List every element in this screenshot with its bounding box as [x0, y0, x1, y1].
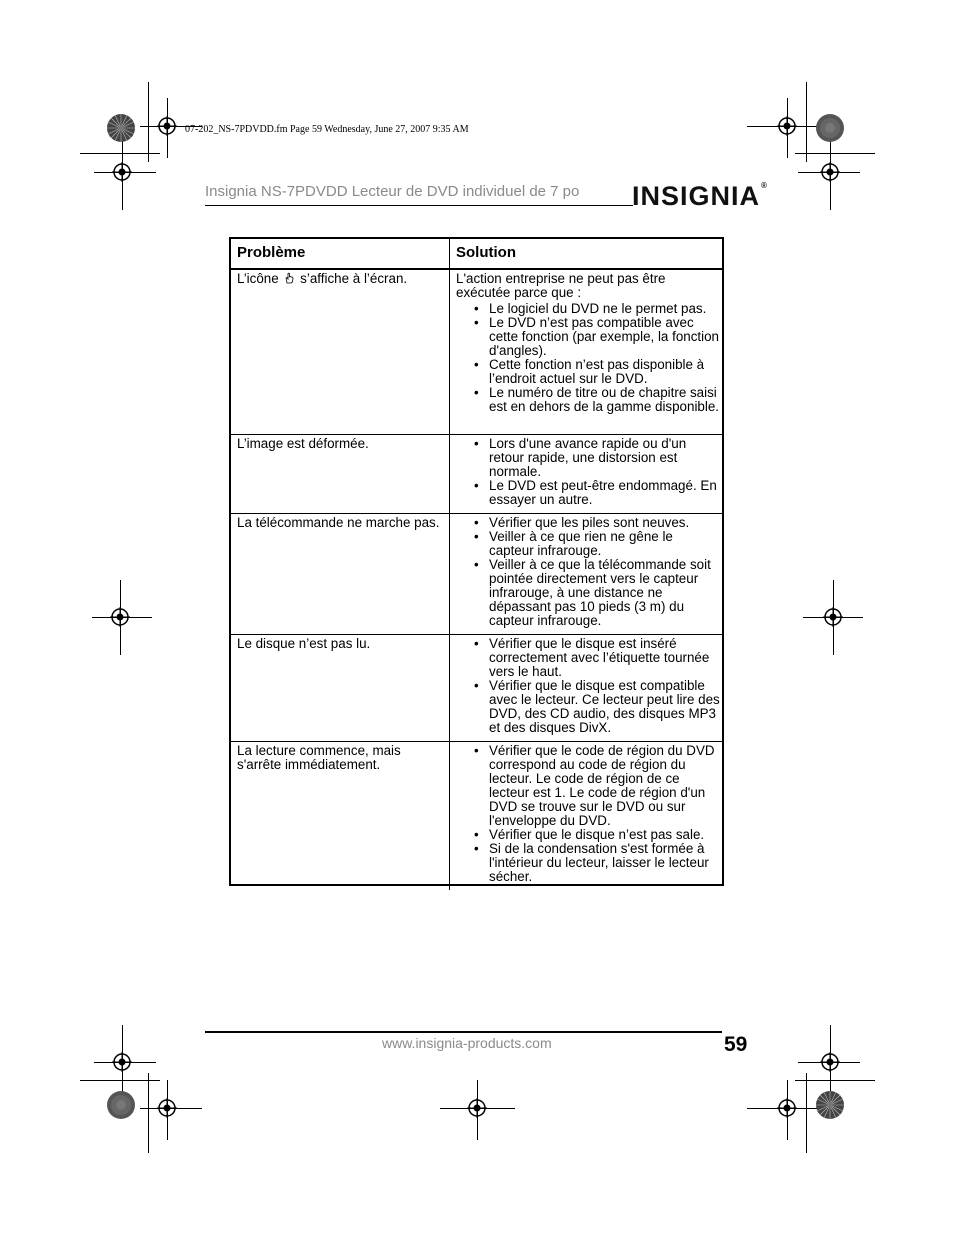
- solution-intro: L'action entreprise ne peut pas être exécutée parce que :: [456, 271, 666, 300]
- solution-cell: [450, 741, 723, 890]
- list-item: • Veiller à ce que la télécommande soit pointée directement vers le capteur infrarouge, à une distance ne dépassant pas 10 pieds (3 m) du capteur infrarouge.: [489, 558, 720, 628]
- solution-cell: [450, 634, 723, 741]
- registration-mark-icon: [157, 116, 177, 136]
- problem-cell: L’image est déformée.: [231, 434, 450, 513]
- registration-mark-icon: [777, 1098, 797, 1118]
- page-number: 59: [724, 1033, 748, 1056]
- solution-list: [456, 637, 720, 735]
- table-row: [231, 634, 722, 741]
- table-row: [231, 434, 722, 513]
- problem-cell: La lecture commence, mais s'arrête immédiatement.: [231, 741, 450, 890]
- registration-mark-icon: [823, 607, 843, 627]
- solution-list: [456, 744, 720, 884]
- solution-cell: [450, 434, 723, 513]
- list-item: • Le DVD n’est pas compatible avec cette fonction (par exemple, la fonction d'angles).: [489, 316, 720, 358]
- color-target-icon: [815, 1090, 845, 1120]
- list-item: • Lors d'une avance rapide ou d'un retour rapide, une distorsion est normale.: [489, 437, 720, 479]
- list-item: • Le DVD est peut-être endommagé. En essayer un autre.: [489, 479, 720, 507]
- table-row: [231, 741, 722, 890]
- problem-cell: Le disque n’est pas lu.: [231, 634, 450, 741]
- column-header-solution: Solution: [450, 239, 723, 269]
- table-row: [231, 269, 722, 434]
- problem-cell: L’icône s’affiche à l’écran.: [231, 269, 450, 434]
- list-item: • Cette fonction n’est pas disponible à l’endroit actuel sur le DVD.: [489, 358, 720, 386]
- print-slug: 07-202_NS-7PDVDD.fm Page 59 Wednesday, June 27, 2007 9:35 AM: [185, 124, 469, 135]
- solution-list: [456, 516, 720, 628]
- registration-mark-icon: [110, 607, 130, 627]
- footer-url: www.insignia-products.com: [382, 1035, 552, 1051]
- registration-mark-icon: [820, 162, 840, 182]
- table-row: [231, 513, 722, 634]
- solution-cell: [450, 513, 723, 634]
- registration-mark-icon: [112, 1052, 132, 1072]
- registration-mark-icon: [820, 1052, 840, 1072]
- color-target-icon: [815, 113, 845, 143]
- list-item: • Vérifier que le disque est inséré correctement avec l’étiquette tournée vers le haut.: [489, 637, 720, 679]
- registration-mark-icon: [777, 116, 797, 136]
- solution-list: [456, 437, 720, 507]
- list-item: • Si de la condensation s'est formée à l'intérieur du lecteur, laisser le lecteur sécher.: [489, 842, 720, 884]
- footer-rule: [205, 1031, 722, 1033]
- troubleshooting-table: [229, 237, 724, 886]
- registration-mark-icon: [112, 162, 132, 182]
- solution-cell: [450, 269, 723, 434]
- column-header-problem: Problème: [231, 239, 450, 269]
- list-item: • Vérifier que le code de région du DVD correspond au code de région du lecteur. Le code de région de ce lecteur est 1. Le code de région d'un DVD se trouve sur le DVD ou sur l'enveloppe du DVD.: [489, 744, 720, 828]
- hand-icon: [284, 272, 294, 284]
- brand-logo: INSIGNIA®: [632, 181, 768, 211]
- color-target-icon: [106, 113, 136, 143]
- list-item: • Le numéro de titre ou de chapitre saisi est en dehors de la gamme disponible.: [489, 386, 720, 414]
- list-item: • Vérifier que les piles sont neuves.: [489, 516, 720, 530]
- list-item: • Veiller à ce que rien ne gêne le capteur infrarouge.: [489, 530, 720, 558]
- registration-mark-icon: [157, 1098, 177, 1118]
- list-item: • Vérifier que le disque est compatible avec le lecteur. Ce lecteur peut lire des DVD, des CD audio, des disques MP3 et des disques DivX.: [489, 679, 720, 735]
- list-item: • Vérifier que le disque n’est pas sale.: [489, 828, 720, 842]
- registration-mark-icon: [467, 1098, 487, 1118]
- problem-cell: La télécommande ne marche pas.: [231, 513, 450, 634]
- header-rule: [205, 205, 633, 206]
- list-item: • Le logiciel du DVD ne le permet pas.: [489, 302, 720, 316]
- color-target-icon: [106, 1090, 136, 1120]
- solution-list: [456, 302, 720, 414]
- header-title: Insignia NS-7PDVDD Lecteur de DVD individuel de 7 po: [205, 183, 580, 200]
